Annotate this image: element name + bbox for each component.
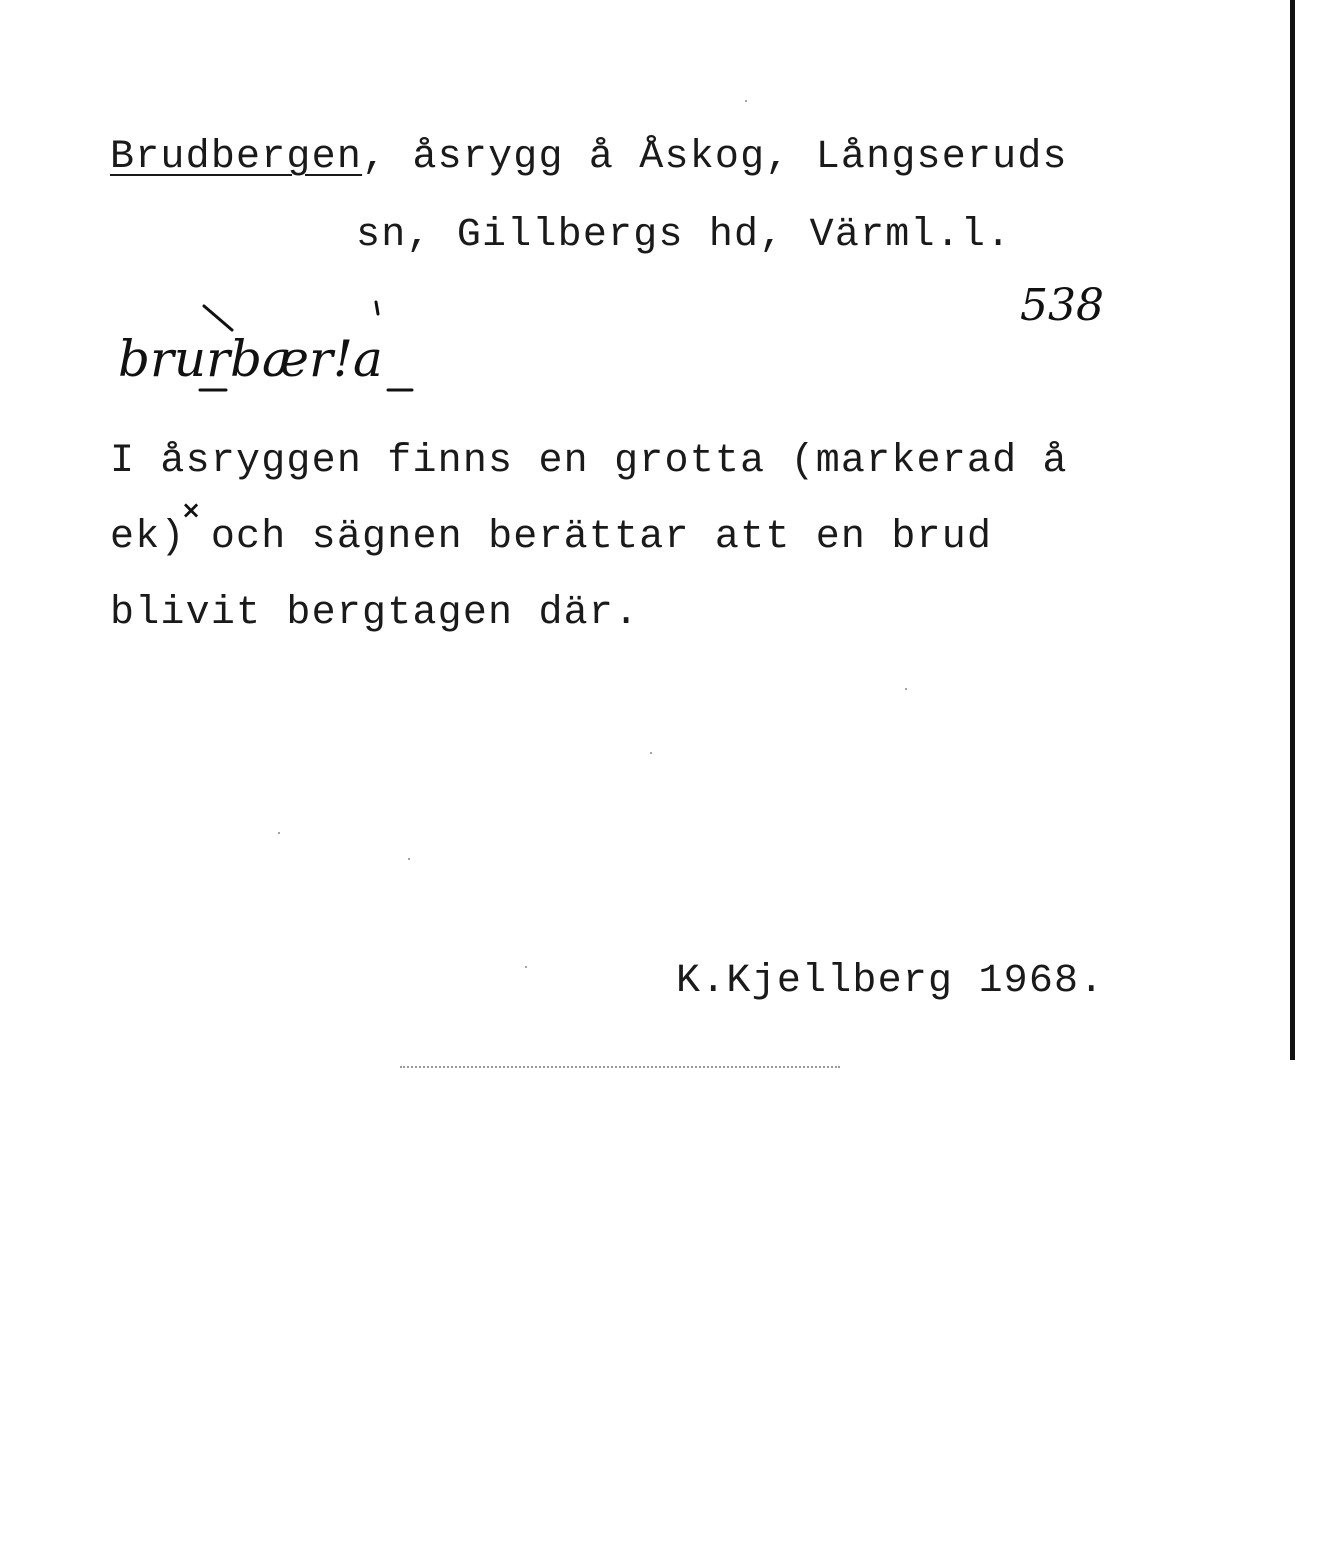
header-location: , åsrygg å Åskog, Långseruds [362, 135, 1068, 180]
card-number: 538 [1020, 280, 1104, 331]
headword: Brudbergen [110, 135, 363, 180]
card-bottom-edge [400, 1066, 840, 1068]
dialect-form: brurbær!a [118, 330, 383, 388]
body-line-2-rest: och sägnen berättar att en brud [185, 515, 993, 560]
header-line-1 [110, 135, 1068, 180]
scan-speck [525, 966, 527, 968]
scan-speck [650, 752, 652, 754]
card-right-edge [1290, 0, 1295, 1060]
scan-speck [745, 100, 747, 102]
body-line-3: blivit bergtagen där. [110, 591, 640, 636]
scan-speck [905, 688, 907, 690]
scan-speck [408, 858, 410, 860]
length-marks [196, 382, 426, 402]
scan-speck [278, 832, 280, 834]
header-line-2: sn, Gillbergs hd, Värml.l. [356, 213, 1012, 258]
body-line-2 [110, 515, 993, 560]
signature: K.Kjellberg 1968. [676, 959, 1105, 1004]
footnote-mark: × [181, 496, 202, 524]
body-line-1: I åsryggen finns en grotta (markerad å [110, 439, 1068, 484]
body-line-2-start: ek) [110, 515, 186, 560]
